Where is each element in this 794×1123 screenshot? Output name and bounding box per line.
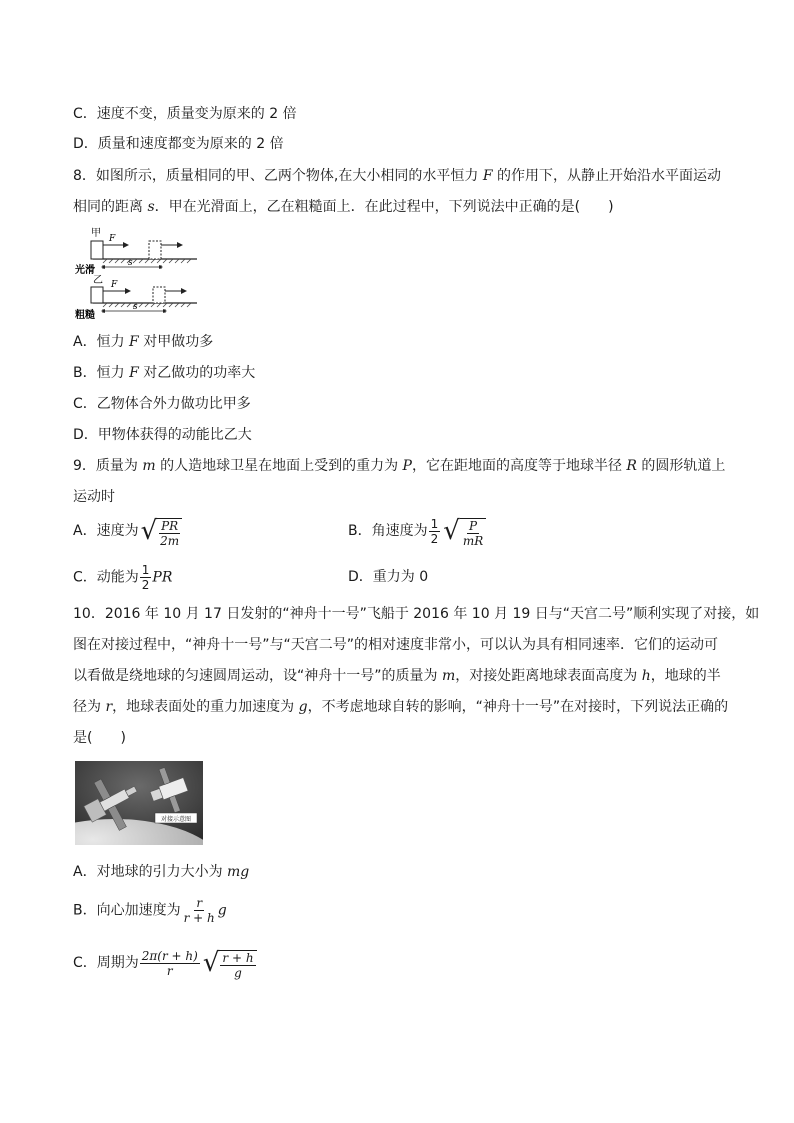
q8-block-jia (91, 241, 103, 259)
q8-option-b: B．恒力 F 对乙做功的功率大 (73, 365, 256, 381)
q10-stem-line-5: 是( ) (73, 730, 126, 746)
q9-stem-line-2: 运动时 (73, 489, 115, 505)
q8-label-jia: 甲 (91, 228, 101, 239)
q8-block-yi (91, 287, 103, 303)
q8-motion-diagram (73, 225, 203, 325)
q9-stem-line-1: 9．质量为 m 的人造地球卫星在地面上受到的重力为 P，它在距地面的高度等于地球半径 R 的圆形轨道上 (73, 458, 726, 474)
q8-option-d: D．甲物体获得的动能比乙大 (73, 427, 252, 443)
q8-label-s-top: s (128, 258, 133, 268)
q8-label-s-bottom: s (133, 302, 138, 312)
q10-option-b: B．向心加速度为 $\frac{r}{r + h}$ g (73, 896, 227, 925)
q7-option-d: D．质量和速度都变为原来的 2 倍 (73, 136, 284, 152)
q8-block-jia-end (149, 241, 161, 259)
q10-photo-caption: 对接示意图 (160, 816, 192, 823)
q8-option-a: A．恒力 F 对甲做功多 (73, 334, 214, 350)
q8-label-rough: 粗糙 (75, 310, 95, 321)
q9-option-d: D．重力为 0 (348, 569, 429, 585)
q8-label-f-bottom: F (111, 280, 118, 290)
q8-label-yi: 乙 (93, 275, 103, 286)
q10-option-a: A．对地球的引力大小为 mg (73, 864, 250, 880)
q9-option-c: C．动能为 $\frac{1}{2}$ PR (73, 563, 173, 592)
q10-stem-line-4: 径为 r，地球表面处的重力加速度为 g，不考虑地球自转的影响，“神舟十一号”在对接时，下列说法正确的 (73, 699, 729, 715)
q8-block-yi-end (153, 287, 165, 303)
q10-stem-line-1: 10．2016 年 10 月 17 日发射的“神舟十一号”飞船于 2016 年 10 月 19 日与“天宫二号”顺利实现了对接，如 (73, 606, 760, 622)
q10-stem-line-3: 以看做是绕地球的匀速圆周运动，设“神舟十一号”的质量为 m，对接处距离地球表面高度为 h，地球的半 (73, 668, 721, 684)
q8-label-smooth: 光滑 (75, 265, 95, 276)
q10-stem-line-2: 图在对接过程中，“神舟十一号”与“天宫二号”的相对速度非常小，可以认为具有相同速率．它们的运动可 (73, 637, 719, 653)
q8-label-f-top: F (109, 234, 116, 244)
q10-option-c: C．周期为 $\frac{2\pi(r + h)}{r}$ √ $\frac{r + h}{g}$ (73, 946, 257, 980)
q8-option-c: C．乙物体合外力做功比甲多 (73, 396, 251, 412)
q8-stem-line-2: 相同的距离 s．甲在光滑面上，乙在粗糙面上．在此过程中，下列说法中正确的是( ) (73, 199, 614, 215)
q7-option-c: C．速度不变，质量变为原来的 2 倍 (73, 106, 297, 122)
q8-stem-line-1: 8．如图所示，质量相同的甲、乙两个物体,在大小相同的水平恒力 F 的作用下，从静止开始沿水平面运动 (73, 168, 721, 184)
q9-option-a: A．速度为 √ $\frac{PR}{2m}$ (73, 514, 182, 548)
q9-option-b: B．角速度为 $\frac{1}{2}$ √ $\frac{P}{mR}$ (348, 514, 486, 548)
q10-docking-photo (75, 761, 203, 845)
